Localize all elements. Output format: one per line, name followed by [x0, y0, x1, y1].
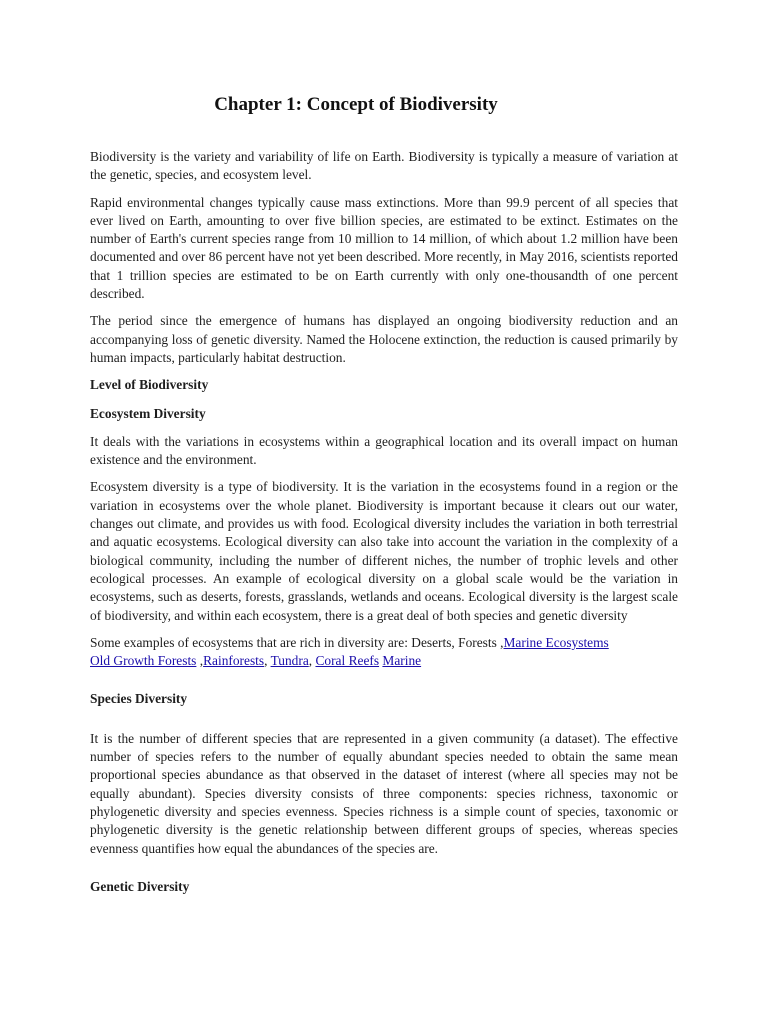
- holocene-paragraph: The period since the emergence of humans has displayed an ongoing biodiversity reduction and an accompanying loss of genetic diversity. Named the Holocene extinction, the reduction is caused primarily by human impacts, particularly habitat destruction.: [90, 313, 678, 365]
- species-paragraph: It is the number of different species that are represented in a given community (a dataset). The effective number of species refers to the number of equally abundant species needed to obtain the same mean proportional species abundance as that observed in the dataset of interest (where all species may not be equally abundant). Species diversity consists of three components: species richness, taxonomic or phylogenetic diversity and species evenness. Species richness is a simple count of species, taxonomic or phylogenetic diversity is the genetic relationship between different groups of species, whereas species evenness quantifies how equal the abundances of the species are.: [90, 730, 678, 856]
- examples-separator: ,: [308, 653, 316, 669]
- ecosystem-detail-paragraph: Ecosystem diversity is a type of biodiversity. It is the variation in the ecosystems found in a region or the variation in ecosystems over the whole planet. Biodiversity is important because it clears out our water, changes out climate, and provides us with food. Ecological diversity includes the variation in both terrestrial and aquatic ecosystems. Ecological diversity can also take into account the variation in the complexity of a biological community, including the number of different niches, the number of trophic levels and other ecological processes. An example of ecological diversity on a global scale would be the variation in ecosystems, such as deserts, forests, grasslands, wetlands and oceans. Ecological diversity is the largest scale of biodiversity, and within each ecosystem, there is a great deal of both species and genetic diversity: [90, 479, 678, 623]
- link-rainforests[interactable]: Rainforests: [203, 653, 265, 669]
- link-old-growth-forests[interactable]: Old Growth Forests: [90, 653, 197, 669]
- link-marine[interactable]: Marine: [382, 653, 422, 669]
- examples-intro: Some examples of ecosystems that are rich in diversity are: Deserts, Forests ,: [90, 634, 504, 650]
- link-marine-ecosystems[interactable]: Marine Ecosystems: [503, 634, 609, 650]
- extinction-paragraph: Rapid environmental changes typically cause mass extinctions. More than 99.9 percent of all species that ever lived on Earth, amounting to over five billion species, are estimated to be extinct. Estimates on the number of Earth's current species range from 10 million to 14 million, of which about 1.2 million have been documented and over 86 percent have not yet been described. More recently, in May 2016, scientists reported that 1 trillion species are estimated to be on Earth currently with only one-thousandth of one percent described.: [90, 194, 678, 302]
- intro-paragraph: Biodiversity is the variety and variability of life on Earth. Biodiversity is typically a measure of variation at the genetic, species, and ecosystem level.: [90, 149, 678, 183]
- link-tundra[interactable]: Tundra: [270, 653, 309, 669]
- ecosystem-definition-paragraph: It deals with the variations in ecosystems within a geographical location and its overall impact on human existence and the environment.: [90, 433, 678, 468]
- document-body: [90, 148, 678, 906]
- genetic-heading: Genetic Diversity: [90, 878, 190, 894]
- species-heading: Species Diversity: [90, 691, 188, 707]
- chapter-title: Chapter 1: Concept of Biodiversity: [214, 94, 498, 115]
- examples-separator: ,: [196, 653, 204, 669]
- ecosystem-heading: Ecosystem Diversity: [90, 405, 206, 421]
- ecosystem-examples: [90, 634, 678, 671]
- link-coral-reefs[interactable]: Coral Reefs: [315, 653, 380, 669]
- examples-separator: ,: [264, 653, 271, 669]
- levels-heading: Level of Biodiversity: [90, 377, 209, 393]
